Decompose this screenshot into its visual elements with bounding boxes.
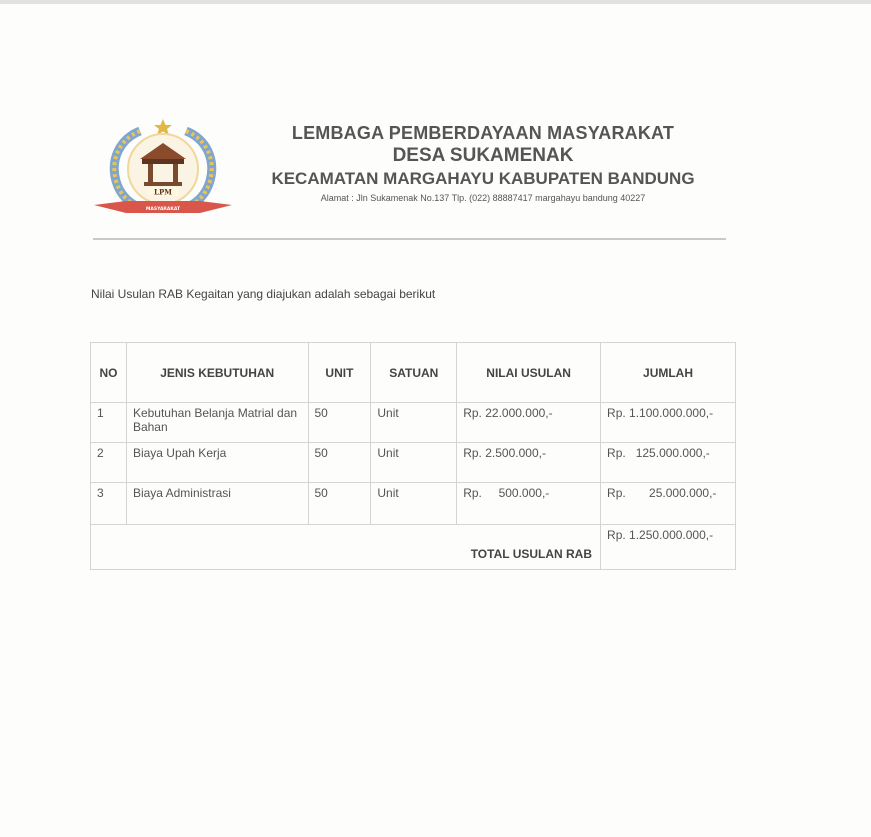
cell-satuan: Unit <box>371 403 457 443</box>
letterhead <box>238 122 728 206</box>
org-name-line1: LEMBAGA PEMBERDAYAAN MASYARAKAT <box>291 123 675 143</box>
rab-table <box>90 342 736 570</box>
intro-text: Nilai Usulan RAB Kegaitan yang diajukan adalah sebagai berikut <box>91 287 436 301</box>
header-no: NO <box>91 343 127 403</box>
letterhead-divider <box>93 238 726 240</box>
cell-satuan: Unit <box>371 443 457 483</box>
table-row <box>91 403 736 443</box>
table-header-row <box>91 343 736 403</box>
header-jenis-kebutuhan: JENIS KEBUTUHAN <box>126 343 308 403</box>
cell-jenis: Biaya Upah Kerja <box>126 443 308 483</box>
cell-jumlah: Rp. 25.000.000,- <box>601 483 736 525</box>
table-total-row <box>91 525 736 570</box>
address: Alamat : Jln Sukamenak No.137 Tlp. (022) 88887417 margahayu bandung 40227 <box>320 193 646 203</box>
cell-no: 2 <box>91 443 127 483</box>
table-row <box>91 483 736 525</box>
cell-unit: 50 <box>308 403 371 443</box>
cell-satuan: Unit <box>371 483 457 525</box>
header-unit: UNIT <box>308 343 371 403</box>
header-satuan: SATUAN <box>371 343 457 403</box>
header-jumlah: JUMLAH <box>601 343 736 403</box>
cell-jumlah: Rp. 125.000.000,- <box>601 443 736 483</box>
cell-nilai: Rp. 2.500.000,- <box>457 443 601 483</box>
total-value: Rp. 1.250.000.000,- <box>601 525 736 570</box>
lpm-emblem-icon <box>92 117 234 220</box>
cell-no: 1 <box>91 403 127 443</box>
cell-nilai: Rp. 500.000,- <box>457 483 601 525</box>
cell-jumlah: Rp. 1.100.000.000,- <box>601 403 736 443</box>
cell-jenis: Biaya Administrasi <box>126 483 308 525</box>
cell-nilai: Rp. 22.000.000,- <box>457 403 601 443</box>
table-row <box>91 443 736 483</box>
org-name-line3: KECAMATAN MARGAHAYU KABUPATEN BANDUNG <box>271 169 695 188</box>
cell-no: 3 <box>91 483 127 525</box>
cell-unit: 50 <box>308 443 371 483</box>
header-nilai-usulan: NILAI USULAN <box>457 343 601 403</box>
total-label: TOTAL USULAN RAB <box>91 525 601 570</box>
org-name-line2: DESA SUKAMENAK <box>392 145 574 166</box>
ribbon-text: MASYARAKAT <box>145 207 181 212</box>
cell-unit: 50 <box>308 483 371 525</box>
cell-jenis: Kebutuhan Belanja Matrial dan Bahan <box>126 403 308 443</box>
logo-text: LPM <box>154 187 172 197</box>
